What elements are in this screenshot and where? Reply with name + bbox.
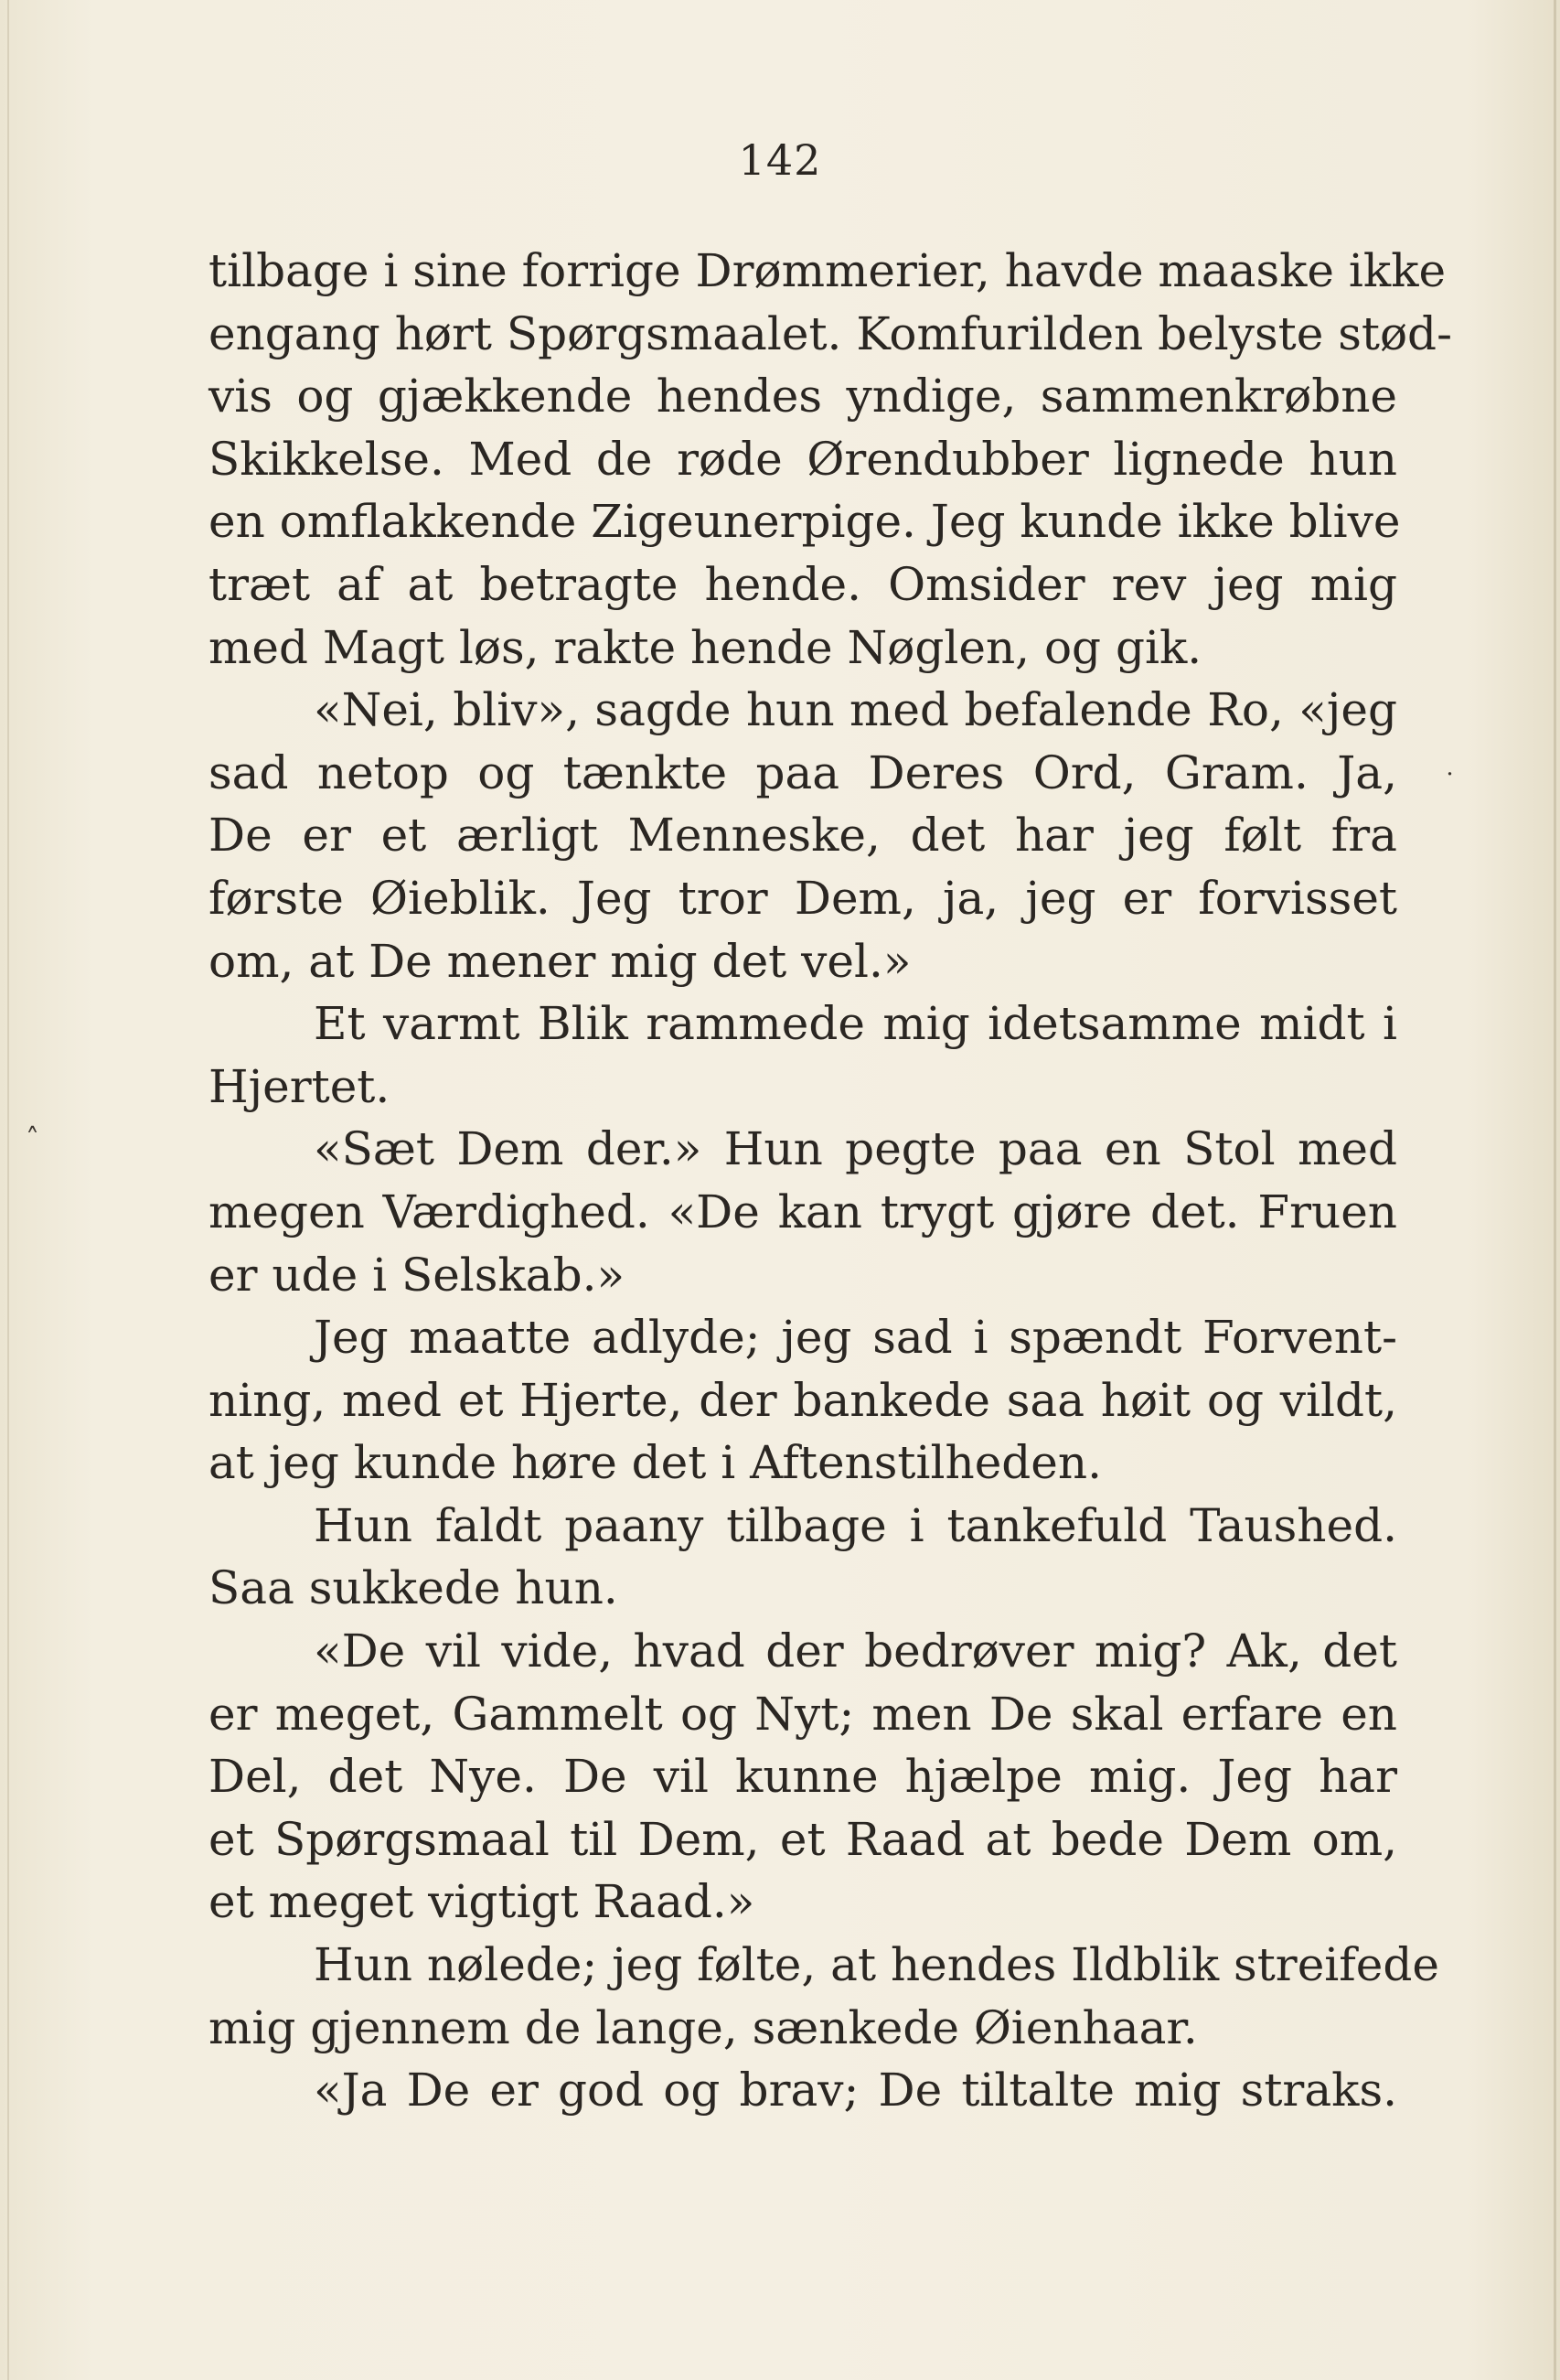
- text-line: et Spørgsmaal til Dem, et Raad at bede Dem om,: [208, 1812, 1397, 1866]
- text-line: ning, med et Hjerte, der bankede saa høit og vildt,: [208, 1373, 1397, 1427]
- text-line: Et varmt Blik rammede mig idetsamme midt i: [314, 997, 1397, 1051]
- text-line: Saa sukkede hun.: [208, 1561, 618, 1615]
- page-number: 142: [738, 135, 822, 185]
- text-line: «Sæt Dem der.» Hun pegte paa en Stol med: [314, 1122, 1397, 1176]
- text-line: om, at De mener mig det vel.»: [208, 934, 912, 988]
- text-line: De er et ærligt Menneske, det har jeg følt fra: [208, 809, 1397, 863]
- text-line: træt af at betragte hende. Omsider rev jeg mig: [208, 557, 1397, 611]
- text-line: Skikkelse. Med de røde Ørendubber lignede hun: [208, 432, 1397, 486]
- text-line: er ude i Selskab.»: [208, 1248, 625, 1302]
- text-line: «Ja De er god og brav; De tiltalte mig straks.: [314, 2064, 1397, 2117]
- text-line: er meget, Gammelt og Nyt; men De skal erfare en: [208, 1687, 1397, 1741]
- text-line: Del, det Nye. De vil kunne hjælpe mig. Jeg har: [208, 1750, 1397, 1804]
- text-line: vis og gjækkende hendes yndige, sammenkrøbne: [208, 370, 1397, 423]
- text-line: «Nei, bliv», sagde hun med befalende Ro, «jeg: [314, 683, 1397, 737]
- text-line: Hun faldt paany tilbage i tankefuld Taushed.: [314, 1498, 1397, 1552]
- text-line: Hun nølede; jeg følte, at hendes Ildblik streifede: [314, 1938, 1439, 1992]
- text-line: med Magt løs, rakte hende Nøglen, og gik.: [208, 620, 1202, 674]
- text-line: første Øieblik. Jeg tror Dem, ja, jeg er forvisset: [208, 871, 1397, 925]
- text-line: megen Værdighed. «De kan trygt gjøre det. Fruen: [208, 1185, 1397, 1238]
- text-line: sad netop og tænkte paa Deres Ord, Gram. Ja,: [208, 745, 1397, 799]
- text-line: at jeg kunde høre det i Aftenstilheden.: [208, 1436, 1102, 1490]
- text-line: tilbage i sine forrige Drømmerier, havde maaske ikke: [208, 244, 1447, 297]
- margin-mark: ˄: [26, 1123, 39, 1155]
- body-text: [208, 240, 1452, 2122]
- text-line: Jeg maatte adlyde; jeg sad i spændt Forvent-: [314, 1311, 1397, 1365]
- text-line: et meget vigtigt Raad.»: [208, 1875, 755, 1929]
- text-line: mig gjennem de lange, sænkede Øienhaar.: [208, 2000, 1198, 2054]
- page-right-edge: [1554, 0, 1556, 2380]
- text-line: «De vil vide, hvad der bedrøver mig? Ak, det: [314, 1624, 1397, 1678]
- text-line: en omflakkende Zigeunerpige. Jeg kunde ikke blive: [208, 495, 1401, 549]
- text-line: Hjertet.: [208, 1059, 390, 1113]
- margin-mark: ˙: [1443, 768, 1457, 800]
- page-left-edge: [7, 0, 9, 2380]
- text-line: engang hørt Spørgsmaalet. Komfurilden belyste stød-: [208, 306, 1452, 360]
